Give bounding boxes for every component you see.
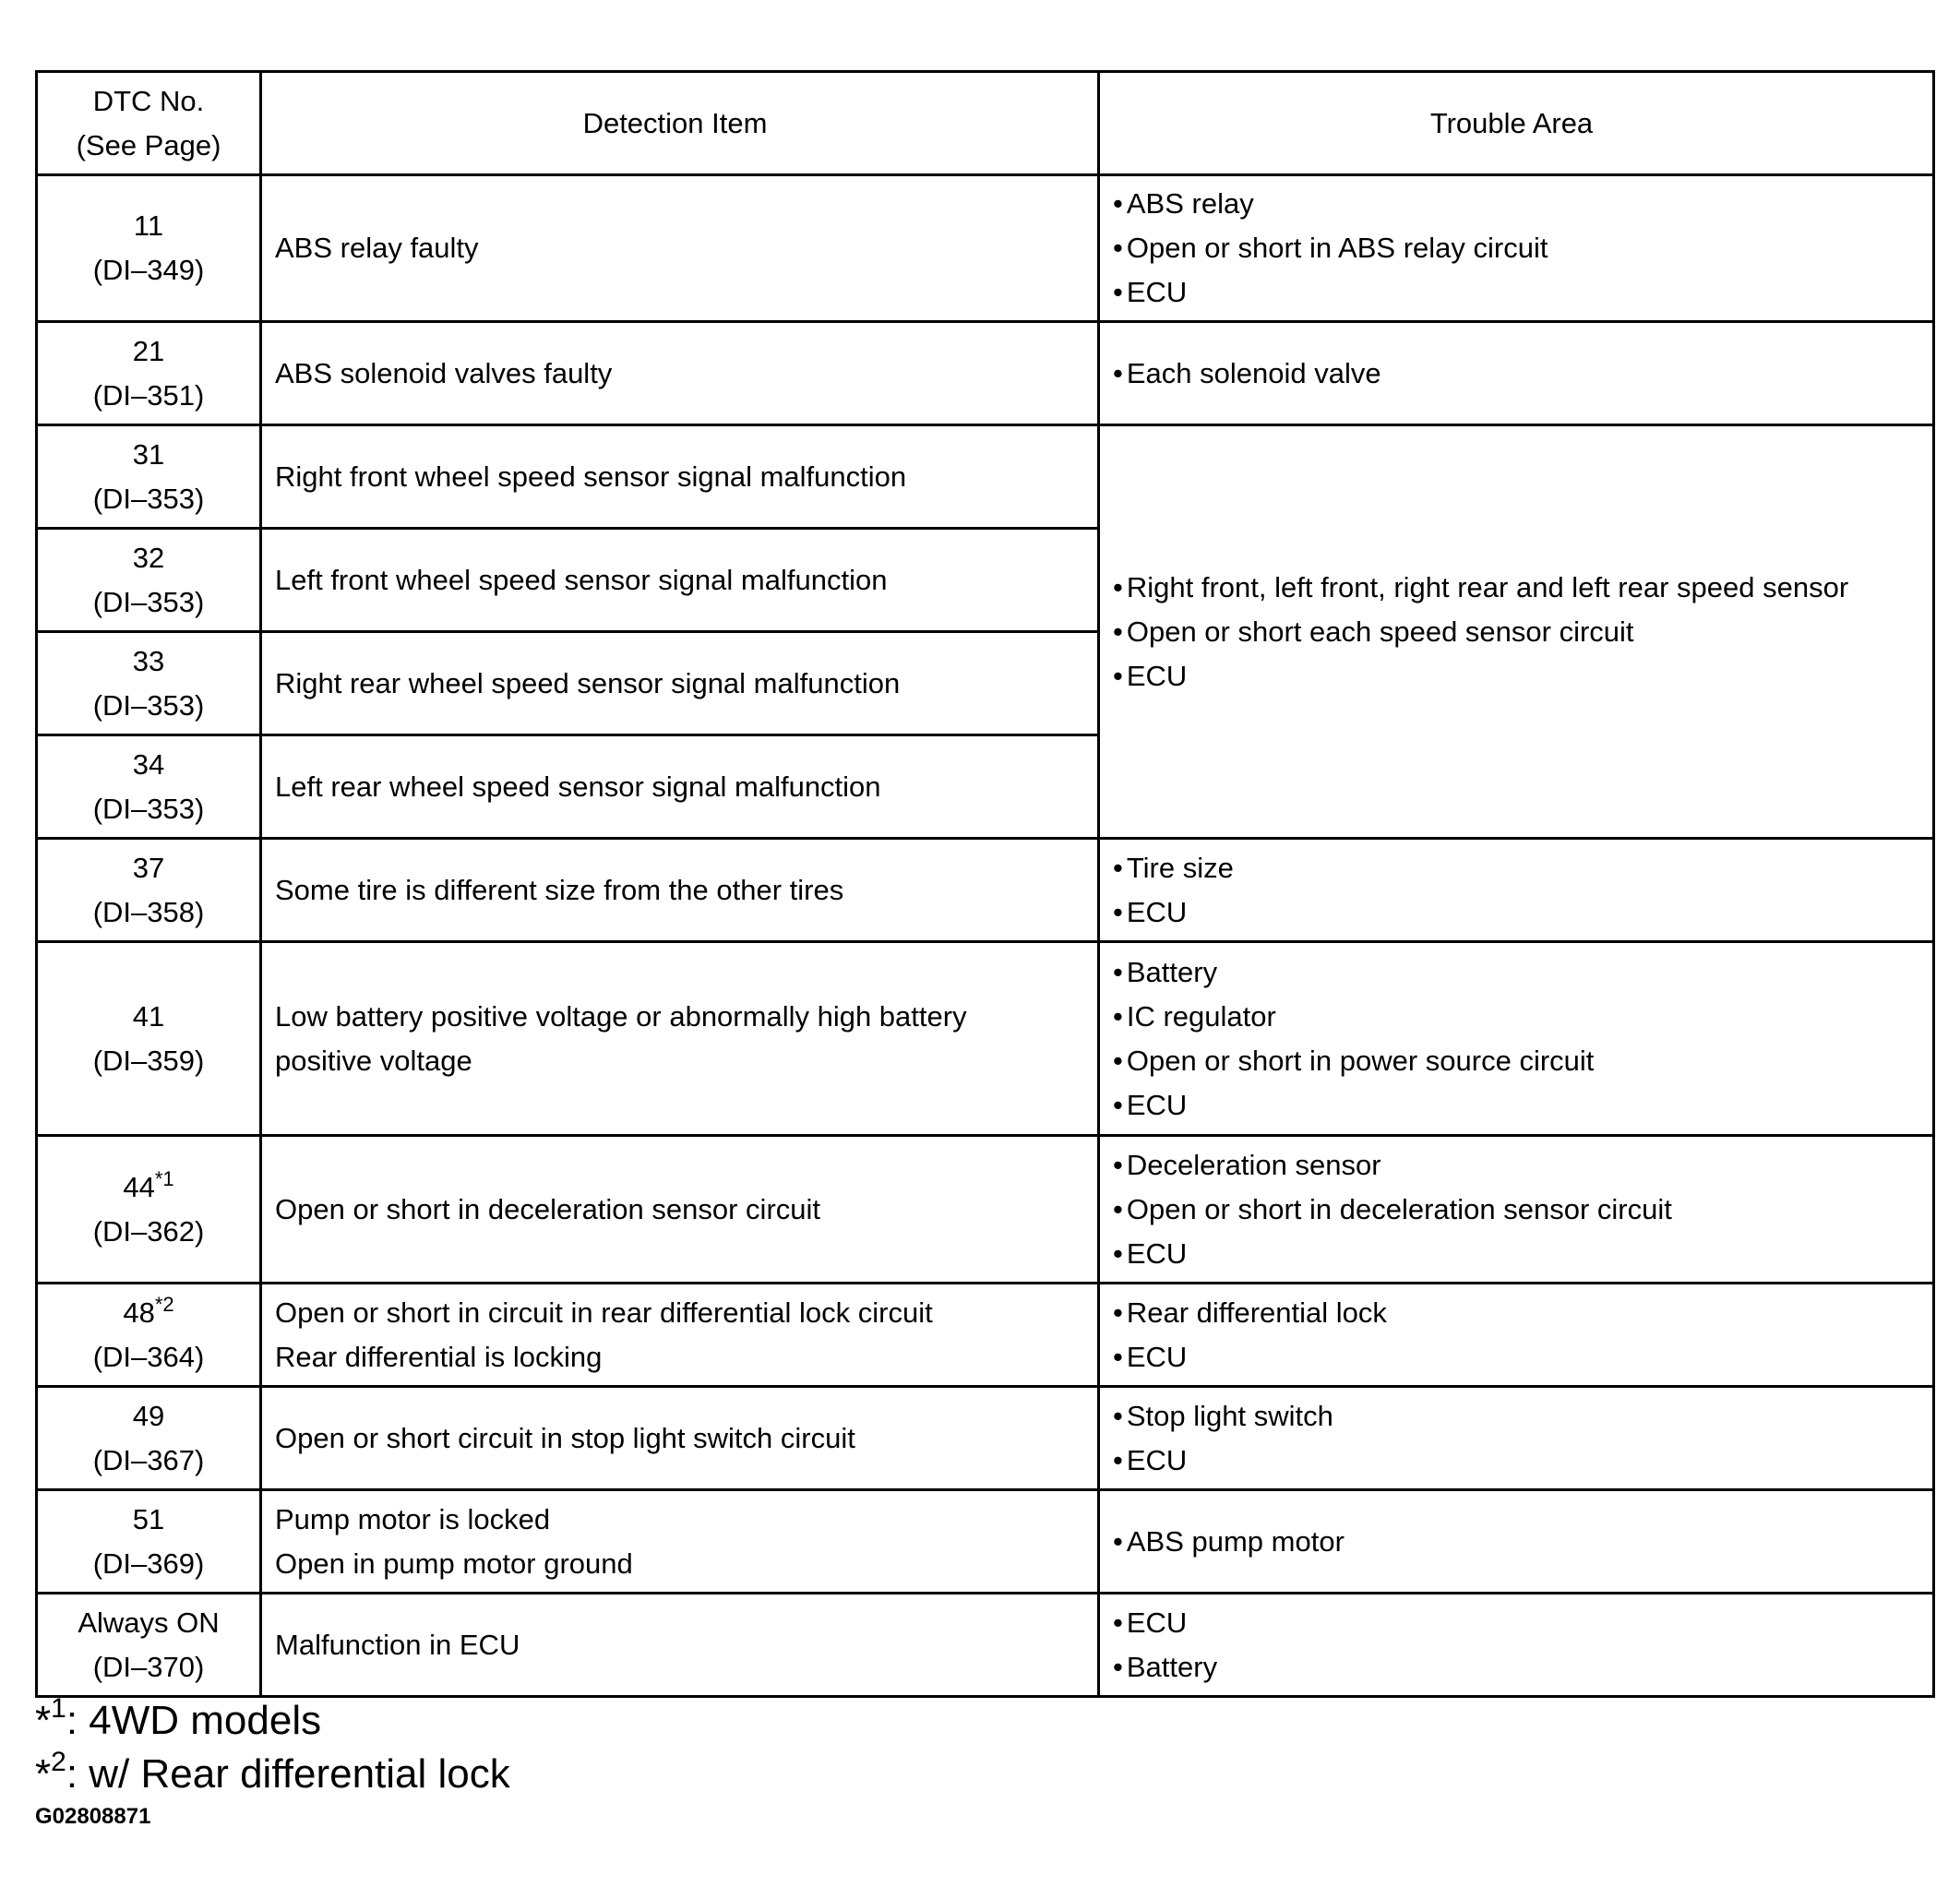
dtc-page-ref: (DI–353) [92,585,205,618]
dtc-code-cell [37,425,261,529]
detection-item-text: Open or short in circuit in rear differential lock circuit [275,1296,933,1329]
dtc-table [35,70,1935,1698]
trouble-area-item: • IC regulator [1113,995,1923,1039]
trouble-area-item: • Stop light switch [1113,1394,1923,1439]
trouble-area-item: • ABS relay [1113,182,1923,226]
dtc-code-text: Always ON [78,1606,220,1639]
trouble-area-item: • Battery [1113,950,1923,995]
dtc-code [38,846,259,890]
dtc-footnote-mark: *1 [154,1166,174,1190]
dtc-code-text: 48 [123,1296,155,1329]
trouble-area-item: • ECU [1113,654,1923,699]
table-row [37,1594,1934,1697]
table-row [37,942,1934,1136]
detection-item-cell [261,1387,1099,1490]
trouble-area-item: • Open or short in power source circuit [1113,1039,1923,1083]
dtc-page-ref: (DI–367) [92,1443,205,1476]
detection-item-text: Low battery positive voltage or abnormally high battery [275,999,967,1033]
table-row [37,175,1934,322]
footnote-asterisk: * [35,1751,52,1797]
figure-code: G02808871 [35,1804,151,1829]
dtc-code-text: 32 [132,541,165,574]
trouble-area-item: • Each solenoid valve [1113,352,1923,396]
dtc-code [38,1394,259,1439]
trouble-area-cell [1099,175,1934,322]
trouble-area-item: • ECU [1113,1232,1923,1276]
dtc-code-cell [37,1594,261,1697]
footnote-text: : w/ Rear differential lock [66,1751,510,1797]
detection-item-cell [261,942,1099,1136]
detection-item-text: Right front wheel speed sensor signal malfunction [275,460,907,493]
dtc-code [38,433,259,477]
dtc-page-ref: (DI–353) [92,482,205,515]
dtc-code-cell [37,942,261,1136]
detection-item-text: Open or short in deceleration sensor circuit [275,1192,821,1225]
table-row [37,1284,1934,1387]
detection-item-text: Some tire is different size from the other tires [275,873,844,906]
footnote-asterisk: * [35,1698,52,1743]
dtc-page-ref: (DI–364) [92,1340,205,1373]
trouble-area-item: • Open or short in deceleration sensor circuit [1113,1188,1923,1232]
dtc-code-text: 49 [132,1399,165,1432]
footnote-number: 1 [51,1693,66,1724]
detection-item-text: positive voltage [275,1044,472,1077]
trouble-area-cell [1099,1490,1934,1594]
table-row [37,1136,1934,1284]
dtc-page-ref: (DI–369) [92,1547,205,1580]
dtc-code-cell [37,322,261,425]
dtc-code-cell [37,1284,261,1387]
detection-item-cell [261,175,1099,322]
dtc-code-cell [37,175,261,322]
trouble-area-item: • ECU [1113,1335,1923,1379]
dtc-code-cell [37,735,261,839]
detection-item-cell [261,1594,1099,1697]
footnote [35,1748,510,1801]
detection-item-cell [261,1490,1099,1594]
trouble-area-item: • Open or short in ABS relay circuit [1113,226,1923,270]
dtc-code-cell [37,1490,261,1594]
header-dtc-line2: (See Page) [76,128,221,161]
trouble-area-item: • Tire size [1113,846,1923,890]
detection-item-text: Right rear wheel speed sensor signal malfunction [275,666,901,699]
detection-item-text: Open or short circuit in stop light switch circuit [275,1421,855,1454]
trouble-area-item: • ECU [1113,1083,1923,1128]
detection-item-text: Left front wheel speed sensor signal malfunction [275,563,888,596]
header-dtc [37,72,261,175]
detection-item-text: ABS solenoid valves faulty [275,356,613,389]
dtc-code-text: 44 [123,1170,155,1203]
dtc-code-cell [37,839,261,942]
dtc-code-text: 11 [133,209,164,242]
dtc-code [38,1291,259,1335]
trouble-area-item: • ABS pump motor [1113,1520,1923,1564]
dtc-code [38,995,259,1039]
detection-item-text: Rear differential is locking [275,1340,603,1373]
dtc-code-text: 51 [132,1502,165,1535]
dtc-page-ref: (DI–353) [92,792,205,825]
trouble-area-cell [1099,1136,1934,1284]
trouble-area-item: • Deceleration sensor [1113,1143,1923,1188]
trouble-area-item: • Rear differential lock [1113,1291,1923,1335]
footnote-number: 2 [51,1747,66,1777]
table-body [37,175,1934,1697]
detection-item-cell [261,425,1099,529]
dtc-code [38,639,259,684]
speed-sensor-trouble-area-cell [1099,425,1934,839]
header-dtc-line1: DTC No. [92,84,205,117]
dtc-code-text: 31 [132,437,165,471]
trouble-area-cell [1099,1284,1934,1387]
detection-item-text: Malfunction in ECU [275,1628,520,1661]
trouble-area-cell [1099,942,1934,1136]
dtc-page-ref: (DI–370) [92,1650,205,1683]
dtc-code-text: 34 [132,747,165,781]
detection-item-cell [261,839,1099,942]
detection-item-text: Open in pump motor ground [275,1547,633,1580]
trouble-area-item: • ECU [1113,890,1923,935]
detection-item-text: Pump motor is locked [275,1502,551,1535]
table-row [37,1490,1934,1594]
detection-item-cell [261,322,1099,425]
dtc-code [38,743,259,787]
dtc-code [38,1165,259,1210]
dtc-page-ref: (DI–349) [92,254,205,286]
dtc-code-cell [37,529,261,632]
dtc-code-text: 21 [132,334,165,367]
detection-item-cell [261,1284,1099,1387]
footnote [35,1694,510,1748]
header-trouble: Trouble Area [1099,72,1934,175]
dtc-page-ref: (DI–362) [92,1214,205,1248]
table-row [37,839,1934,942]
header-detection: Detection Item [261,72,1099,175]
dtc-page-ref: (DI–353) [92,688,205,722]
trouble-area-cell [1099,839,1934,942]
dtc-code-cell [37,1387,261,1490]
trouble-area-cell [1099,1594,1934,1697]
detection-item-cell [261,735,1099,839]
dtc-code-text: 33 [132,644,165,677]
detection-item-text: Left rear wheel speed sensor signal malfunction [275,770,881,803]
dtc-code [38,204,259,248]
trouble-area-cell [1099,1387,1934,1490]
dtc-code-cell [37,632,261,735]
dtc-code-text: 41 [132,999,165,1033]
dtc-code-text: 37 [132,851,165,884]
dtc-page-ref: (DI–351) [92,378,205,412]
dtc-code [38,329,259,374]
dtc-page-ref: (DI–359) [92,1044,205,1077]
table-row [37,1387,1934,1490]
header-row [37,72,1934,175]
detection-item-text: ABS relay faulty [275,232,479,264]
trouble-area-item: • Right front, left front, right rear and left rear speed sensor [1113,566,1923,610]
trouble-area-item: • Battery [1113,1645,1923,1690]
dtc-code [38,536,259,580]
table-row [37,425,1934,529]
detection-item-cell [261,632,1099,735]
detection-item-cell [261,529,1099,632]
detection-item-cell [261,1136,1099,1284]
dtc-page-ref: (DI–358) [92,895,205,928]
table-row [37,322,1934,425]
dtc-code [38,1601,259,1645]
dtc-code [38,1498,259,1542]
trouble-area-item: • ECU [1113,270,1923,315]
dtc-footnote-mark: *2 [154,1292,174,1316]
dtc-code-cell [37,1136,261,1284]
trouble-area-cell [1099,322,1934,425]
footnote-text: : 4WD models [66,1698,322,1743]
trouble-area-item: • ECU [1113,1439,1923,1483]
footnotes [35,1694,510,1801]
trouble-area-item: • ECU [1113,1601,1923,1645]
trouble-area-item: • Open or short each speed sensor circuit [1113,610,1923,654]
